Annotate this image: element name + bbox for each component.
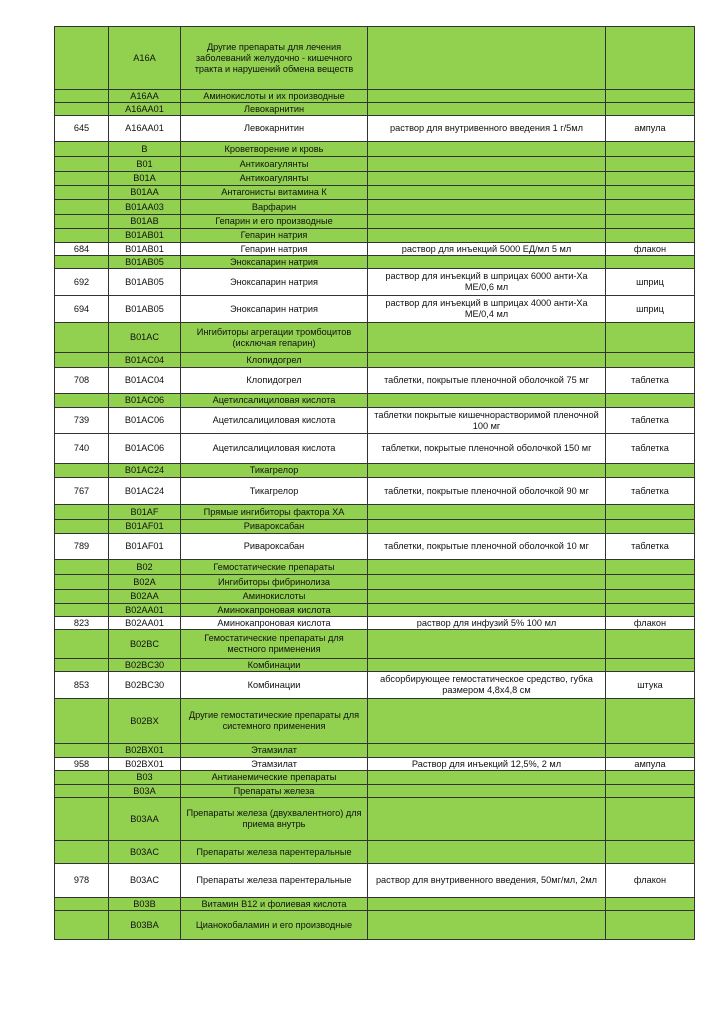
table-row (55, 617, 695, 630)
dosage-form-cell (368, 659, 606, 672)
group-row (55, 841, 695, 864)
package-unit-cell (606, 898, 695, 911)
row-number-cell: 739 (55, 408, 109, 434)
atc-code-cell: B01AC06 (109, 434, 181, 464)
row-number-cell (55, 898, 109, 911)
dosage-form-cell (368, 898, 606, 911)
group-row (55, 229, 695, 243)
drug-name-cell: Антагонисты витамина К (181, 186, 368, 200)
package-unit-cell: флакон (606, 243, 695, 256)
row-number-cell (55, 560, 109, 575)
atc-code-cell: B02BC30 (109, 672, 181, 699)
atc-code-cell: B01AC24 (109, 478, 181, 505)
package-unit-cell (606, 200, 695, 215)
table-row (55, 408, 695, 434)
dosage-form-cell (368, 27, 606, 90)
atc-code-cell: B03A (109, 785, 181, 798)
atc-code-cell: B03BA (109, 911, 181, 940)
dosage-form-cell (368, 630, 606, 659)
drug-name-cell: Эноксапарин натрия (181, 256, 368, 269)
package-unit-cell (606, 699, 695, 744)
atc-code-cell: A16A (109, 27, 181, 90)
row-number-cell (55, 911, 109, 940)
table-row (55, 296, 695, 323)
atc-code-cell: B01AB01 (109, 229, 181, 243)
dosage-form-cell (368, 575, 606, 590)
atc-code-cell: B01AF (109, 505, 181, 520)
row-number-cell: 767 (55, 478, 109, 505)
drug-name-cell: Аминокислоты и их производные (181, 90, 368, 103)
atc-code-cell: B02BC30 (109, 659, 181, 672)
drug-name-cell: Комбинации (181, 659, 368, 672)
dosage-form-cell (368, 157, 606, 172)
dosage-form-cell: раствор для внутривенного введения, 50мг/мл, 2мл (368, 864, 606, 898)
table-row (55, 116, 695, 142)
group-row (55, 186, 695, 200)
drug-name-cell: Клопидогрел (181, 353, 368, 368)
group-row (55, 659, 695, 672)
package-unit-cell (606, 841, 695, 864)
drug-name-cell: Ривароксабан (181, 520, 368, 534)
drug-name-cell: Гепарин натрия (181, 243, 368, 256)
row-number-cell (55, 90, 109, 103)
dosage-form-cell: таблетки, покрытые пленочной оболочкой 90 мг (368, 478, 606, 505)
group-row (55, 353, 695, 368)
row-number-cell (55, 771, 109, 785)
row-number-cell (55, 798, 109, 841)
row-number-cell (55, 785, 109, 798)
row-number-cell: 789 (55, 534, 109, 560)
atc-code-cell: B01AB (109, 215, 181, 229)
dosage-form-cell (368, 699, 606, 744)
package-unit-cell (606, 771, 695, 785)
dosage-form-cell (368, 911, 606, 940)
drug-name-cell: Препараты железа (181, 785, 368, 798)
dosage-form-cell (368, 798, 606, 841)
drug-name-cell: Прямые ингибиторы фактора ХА (181, 505, 368, 520)
atc-code-cell: B02A (109, 575, 181, 590)
dosage-form-cell (368, 394, 606, 408)
atc-code-cell: B02BC (109, 630, 181, 659)
row-number-cell (55, 186, 109, 200)
row-number-cell (55, 27, 109, 90)
atc-code-cell: B03AA (109, 798, 181, 841)
group-row (55, 323, 695, 353)
drug-name-cell: Аминокапроновая кислота (181, 617, 368, 630)
row-number-cell (55, 142, 109, 157)
dosage-form-cell (368, 604, 606, 617)
group-row (55, 911, 695, 940)
atc-code-cell: B01AB05 (109, 256, 181, 269)
dosage-form-cell: раствор для инъекций в шприцах 6000 анти-Ха МЕ/0,6 мл (368, 269, 606, 296)
atc-code-cell: B02 (109, 560, 181, 575)
package-unit-cell (606, 229, 695, 243)
table-row (55, 269, 695, 296)
table-row (55, 434, 695, 464)
table-row (55, 672, 695, 699)
group-row (55, 699, 695, 744)
dosage-form-cell (368, 771, 606, 785)
drug-name-cell: Гепарин натрия (181, 229, 368, 243)
row-number-cell: 958 (55, 758, 109, 771)
package-unit-cell (606, 323, 695, 353)
row-number-cell: 684 (55, 243, 109, 256)
atc-code-cell: B01 (109, 157, 181, 172)
row-number-cell (55, 103, 109, 116)
atc-code-cell: B03 (109, 771, 181, 785)
package-unit-cell (606, 630, 695, 659)
group-row (55, 256, 695, 269)
dosage-form-cell (368, 103, 606, 116)
package-unit-cell: шприц (606, 269, 695, 296)
package-unit-cell: флакон (606, 864, 695, 898)
package-unit-cell (606, 911, 695, 940)
drug-name-cell: Препараты железа парентеральные (181, 864, 368, 898)
package-unit-cell (606, 172, 695, 186)
row-number-cell: 823 (55, 617, 109, 630)
group-row (55, 575, 695, 590)
package-unit-cell (606, 785, 695, 798)
package-unit-cell (606, 560, 695, 575)
atc-code-cell: B03AC (109, 841, 181, 864)
drug-name-cell: Другие гемостатические препараты для системного применения (181, 699, 368, 744)
package-unit-cell (606, 798, 695, 841)
atc-code-cell: B01AA (109, 186, 181, 200)
dosage-form-cell: таблетки покрытые кишечнорастворимой пленочной 100 мг (368, 408, 606, 434)
package-unit-cell: таблетка (606, 368, 695, 394)
drug-name-cell: Этамзилат (181, 744, 368, 758)
group-row (55, 798, 695, 841)
package-unit-cell (606, 590, 695, 604)
dosage-form-cell: таблетки, покрытые пленочной оболочкой 75 мг (368, 368, 606, 394)
row-number-cell (55, 353, 109, 368)
drug-name-cell: Аминокапроновая кислота (181, 604, 368, 617)
package-unit-cell (606, 103, 695, 116)
package-unit-cell: таблетка (606, 408, 695, 434)
atc-code-cell: B01AC04 (109, 353, 181, 368)
row-number-cell (55, 699, 109, 744)
row-number-cell: 645 (55, 116, 109, 142)
row-number-cell: 708 (55, 368, 109, 394)
package-unit-cell (606, 90, 695, 103)
row-number-cell (55, 604, 109, 617)
package-unit-cell: таблетка (606, 478, 695, 505)
drug-name-cell: Этамзилат (181, 758, 368, 771)
drug-name-cell: Эноксапарин натрия (181, 269, 368, 296)
dosage-form-cell: абсорбирующее гемостатическое средство, губка размером 4,8х4,8 см (368, 672, 606, 699)
atc-code-cell: B01AF01 (109, 534, 181, 560)
group-row (55, 394, 695, 408)
drug-name-cell: Ацетилсалициловая кислота (181, 434, 368, 464)
dosage-form-cell (368, 172, 606, 186)
dosage-form-cell (368, 256, 606, 269)
package-unit-cell (606, 575, 695, 590)
package-unit-cell (606, 520, 695, 534)
package-unit-cell (606, 215, 695, 229)
drug-name-cell: Гемостатические препараты для местного применения (181, 630, 368, 659)
atc-code-cell: B01AF01 (109, 520, 181, 534)
row-number-cell (55, 394, 109, 408)
drug-name-cell: Аминокислоты (181, 590, 368, 604)
drug-name-cell: Препараты железа парентеральные (181, 841, 368, 864)
row-number-cell (55, 575, 109, 590)
package-unit-cell (606, 186, 695, 200)
atc-code-cell: B02AA (109, 590, 181, 604)
group-row (55, 215, 695, 229)
drug-list-table (54, 26, 695, 940)
package-unit-cell (606, 157, 695, 172)
dosage-form-cell: Раствор для инъекций 12,5%, 2 мл (368, 758, 606, 771)
dosage-form-cell (368, 323, 606, 353)
package-unit-cell: таблетка (606, 434, 695, 464)
package-unit-cell: шприц (606, 296, 695, 323)
atc-code-cell: B03B (109, 898, 181, 911)
dosage-form-cell (368, 560, 606, 575)
package-unit-cell (606, 659, 695, 672)
table-row (55, 758, 695, 771)
drug-name-cell: Препараты железа (двухвалентного) для приема внутрь (181, 798, 368, 841)
package-unit-cell: ампула (606, 758, 695, 771)
package-unit-cell (606, 464, 695, 478)
atc-code-cell: A16AA01 (109, 116, 181, 142)
row-number-cell (55, 520, 109, 534)
row-number-cell (55, 841, 109, 864)
atc-code-cell: B02BX01 (109, 744, 181, 758)
drug-name-cell: Ингибиторы агрегации тромбоцитов (исключая гепарин) (181, 323, 368, 353)
group-row (55, 103, 695, 116)
row-number-cell (55, 505, 109, 520)
dosage-form-cell: раствор для внутривенного введения 1 г/5мл (368, 116, 606, 142)
atc-code-cell: B (109, 142, 181, 157)
table-row (55, 368, 695, 394)
dosage-form-cell (368, 186, 606, 200)
group-row (55, 157, 695, 172)
package-unit-cell (606, 394, 695, 408)
atc-code-cell: B01AC04 (109, 368, 181, 394)
group-row (55, 142, 695, 157)
drug-name-cell: Ривароксабан (181, 534, 368, 560)
drug-name-cell: Тикагрелор (181, 478, 368, 505)
drug-name-cell: Клопидогрел (181, 368, 368, 394)
drug-name-cell: Гемостатические препараты (181, 560, 368, 575)
group-row (55, 630, 695, 659)
atc-code-cell: B01AB05 (109, 269, 181, 296)
drug-name-cell: Антианемические препараты (181, 771, 368, 785)
row-number-cell (55, 323, 109, 353)
atc-code-cell: B01AC06 (109, 394, 181, 408)
dosage-form-cell (368, 785, 606, 798)
row-number-cell (55, 172, 109, 186)
row-number-cell: 740 (55, 434, 109, 464)
row-number-cell (55, 744, 109, 758)
group-row (55, 27, 695, 90)
atc-code-cell: B01AB05 (109, 296, 181, 323)
row-number-cell (55, 590, 109, 604)
table-row (55, 534, 695, 560)
drug-name-cell: Ацетилсалициловая кислота (181, 408, 368, 434)
drug-name-cell: Эноксапарин натрия (181, 296, 368, 323)
atc-code-cell: B01AC06 (109, 408, 181, 434)
dosage-form-cell (368, 505, 606, 520)
drug-name-cell: Левокарнитин (181, 103, 368, 116)
package-unit-cell: ампула (606, 116, 695, 142)
row-number-cell (55, 256, 109, 269)
drug-name-cell: Антикоагулянты (181, 157, 368, 172)
package-unit-cell (606, 256, 695, 269)
atc-code-cell: B02BX01 (109, 758, 181, 771)
drug-name-cell: Ингибиторы фибринолиза (181, 575, 368, 590)
row-number-cell: 853 (55, 672, 109, 699)
group-row (55, 172, 695, 186)
atc-code-cell: B01AA03 (109, 200, 181, 215)
dosage-form-cell: раствор для инъекций в шприцах 4000 анти-Ха МЕ/0,4 мл (368, 296, 606, 323)
drug-name-cell: Комбинации (181, 672, 368, 699)
group-row (55, 898, 695, 911)
dosage-form-cell: раствор для инъекций 5000 ЕД/мл 5 мл (368, 243, 606, 256)
drug-name-cell: Другие препараты для лечения заболеваний желудочно - кишечного тракта и нарушений обмена веществ (181, 27, 368, 90)
dosage-form-cell (368, 464, 606, 478)
atc-code-cell: B02BX (109, 699, 181, 744)
table-body (55, 27, 695, 940)
group-row (55, 604, 695, 617)
atc-code-cell: A16AA (109, 90, 181, 103)
row-number-cell: 694 (55, 296, 109, 323)
group-row (55, 200, 695, 215)
dosage-form-cell (368, 200, 606, 215)
row-number-cell (55, 215, 109, 229)
group-row (55, 520, 695, 534)
package-unit-cell (606, 604, 695, 617)
drug-name-cell: Гепарин и его производные (181, 215, 368, 229)
drug-name-cell: Витамин B12 и фолиевая кислота (181, 898, 368, 911)
group-row (55, 744, 695, 758)
row-number-cell: 692 (55, 269, 109, 296)
dosage-form-cell: раствор для инфузий 5% 100 мл (368, 617, 606, 630)
group-row (55, 590, 695, 604)
group-row (55, 90, 695, 103)
dosage-form-cell (368, 744, 606, 758)
atc-code-cell: B01AC24 (109, 464, 181, 478)
dosage-form-cell: таблетки, покрытые пленочной оболочкой 150 мг (368, 434, 606, 464)
atc-code-cell: B01A (109, 172, 181, 186)
package-unit-cell: флакон (606, 617, 695, 630)
row-number-cell (55, 659, 109, 672)
row-number-cell (55, 464, 109, 478)
row-number-cell: 978 (55, 864, 109, 898)
group-row (55, 505, 695, 520)
atc-code-cell: B01AB01 (109, 243, 181, 256)
dosage-form-cell: таблетки, покрытые пленочной оболочкой 10 мг (368, 534, 606, 560)
drug-name-cell: Левокарнитин (181, 116, 368, 142)
atc-code-cell: B01AC (109, 323, 181, 353)
dosage-form-cell (368, 142, 606, 157)
group-row (55, 771, 695, 785)
dosage-form-cell (368, 353, 606, 368)
atc-code-cell: B03AC (109, 864, 181, 898)
package-unit-cell: штука (606, 672, 695, 699)
group-row (55, 785, 695, 798)
table-row (55, 864, 695, 898)
table-row (55, 478, 695, 505)
table-row (55, 243, 695, 256)
dosage-form-cell (368, 520, 606, 534)
drug-name-cell: Варфарин (181, 200, 368, 215)
drug-name-cell: Антикоагулянты (181, 172, 368, 186)
package-unit-cell (606, 353, 695, 368)
package-unit-cell (606, 744, 695, 758)
row-number-cell (55, 200, 109, 215)
dosage-form-cell (368, 229, 606, 243)
atc-code-cell: A16AA01 (109, 103, 181, 116)
drug-name-cell: Кроветворение и кровь (181, 142, 368, 157)
group-row (55, 464, 695, 478)
atc-code-cell: B02AA01 (109, 617, 181, 630)
dosage-form-cell (368, 841, 606, 864)
drug-name-cell: Ацетилсалициловая кислота (181, 394, 368, 408)
group-row (55, 560, 695, 575)
row-number-cell (55, 229, 109, 243)
package-unit-cell (606, 505, 695, 520)
drug-name-cell: Тикагрелор (181, 464, 368, 478)
package-unit-cell (606, 142, 695, 157)
dosage-form-cell (368, 590, 606, 604)
atc-code-cell: B02AA01 (109, 604, 181, 617)
row-number-cell (55, 157, 109, 172)
package-unit-cell: таблетка (606, 534, 695, 560)
dosage-form-cell (368, 215, 606, 229)
package-unit-cell (606, 27, 695, 90)
dosage-form-cell (368, 90, 606, 103)
drug-name-cell: Цианокобаламин и его производные (181, 911, 368, 940)
row-number-cell (55, 630, 109, 659)
